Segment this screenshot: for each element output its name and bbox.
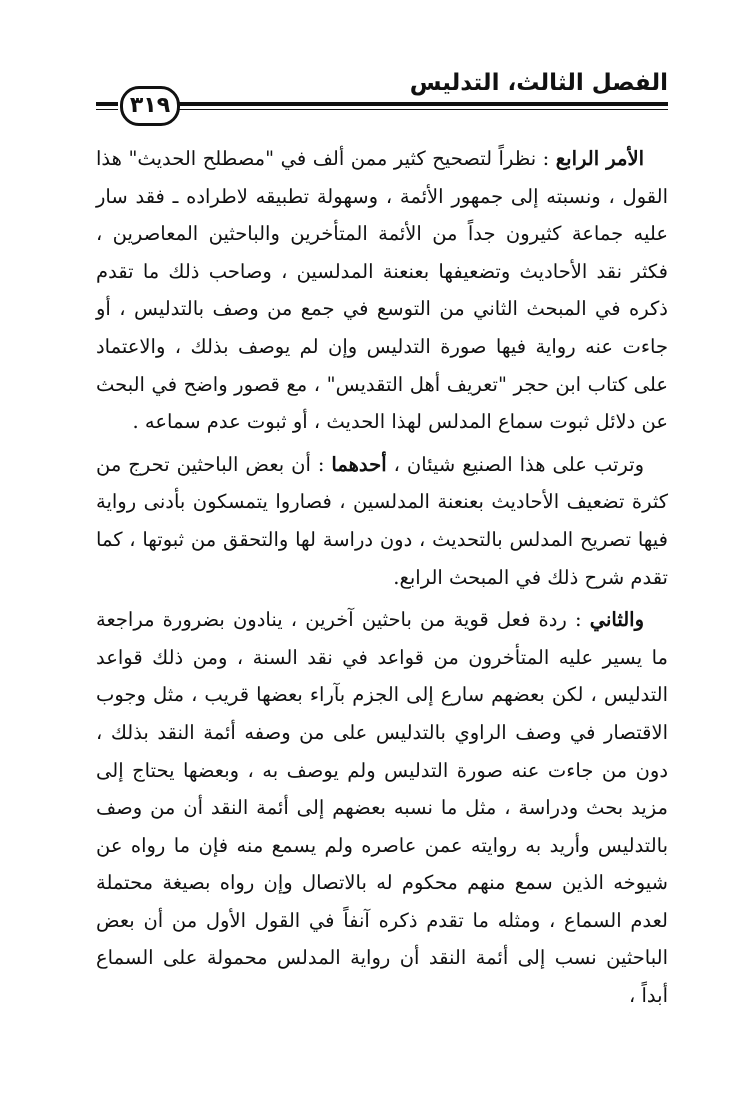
header-rule-thick — [176, 102, 668, 106]
paragraph-text: : نظراً لتصحيح كثير ممن ألف في "مصطلح الحديث" هذا القول ، ونسبته إلى جمهور الأئمة ، وسهولة تطبيقه لاطراده ـ فقد سار عليه جماعة كثيرون جداً من الأئمة المتأخرين والباحثين المعاصرين ، فكثر نقد الأحاديث وتضعيفها بعنعنة المدلسين ، وصاحب ذلك ما تقدم ذكره في المبحث الثاني من التوسع في جمع من وصف بالتدليس ، أو جاءت عنه رواية فيها صورة التدليس وإن لم يوصف بذلك ، والاعتماد على كتاب ابن حجر "تعريف أهل التقديس" ، مع قصور واضح في البحث عن دلائل ثبوت سماع المدلس لهذا الحديث ، أو ثبوت عدم سماعه . — [96, 147, 668, 434]
paragraph-first-consequence — [96, 446, 668, 596]
body-text — [96, 140, 668, 1015]
header-rule-left-thin — [96, 109, 118, 110]
header-rule-left-thick — [96, 102, 118, 106]
paragraph-lead: أحدهما — [331, 452, 387, 476]
header-rule-thin — [176, 109, 668, 110]
page-number: ٣١٩ — [120, 86, 180, 126]
paragraph-second-consequence — [96, 601, 668, 1015]
paragraph-fourth-matter — [96, 140, 668, 441]
chapter-title: الفصل الثالث، التدليس — [409, 70, 668, 96]
paragraph-lead: الأمر الرابع — [555, 147, 644, 170]
paragraph-lead: والثاني — [589, 608, 645, 632]
paragraph-text: : ردة فعل قوية من باحثين آخرين ، ينادون بضرورة مراجعة ما يسير عليه المتأخرون من قواعد في نقد السنة ، ومن ذلك قواعد التدليس ، لكن بعضهم سارع إلى الجزم بآراء بعضها قريب ، مثل وجوب الاقتصار في وصف الراوي بالتدليس على من وصفه أئمة النقد بذلك ، دون من جاءت عنه صورة التدليس ولم يوصف به ، وبعضها يحتاج إلى مزيد بحث ودراسة ، مثل ما نسبه بعضهم إلى أئمة النقد أن من وصف بالتدليس وأريد به روايته عمن عاصره ولم يسمع منه فإن ما رواه عن شيوخه الذين سمع منهم محكوم له بالاتصال وإن رواه بصيغة محتملة لعدم السماع ، ومثله ما تقدم ذكره آنفاً في القول الأول من أن بعض الباحثين نسب إلى أئمة النقد أن رواية المدلس محمولة على السماع أبداً ، — [96, 608, 668, 1008]
paragraph-intro: وترتب على هذا الصنيع شيئان ، — [393, 452, 645, 476]
paragraph-text: : أن بعض الباحثين تحرج من كثرة تضعيف الأحاديث بعنعنة المدلسين ، فصاروا يتمسكون بأدنى رواية فيها تصريح المدلس بالتحديث ، دون دراسة لها والتحقق من ثبوتها ، كما تقدم شرح ذلك في المبحث الرابع. — [96, 452, 668, 589]
page-header — [96, 60, 668, 126]
